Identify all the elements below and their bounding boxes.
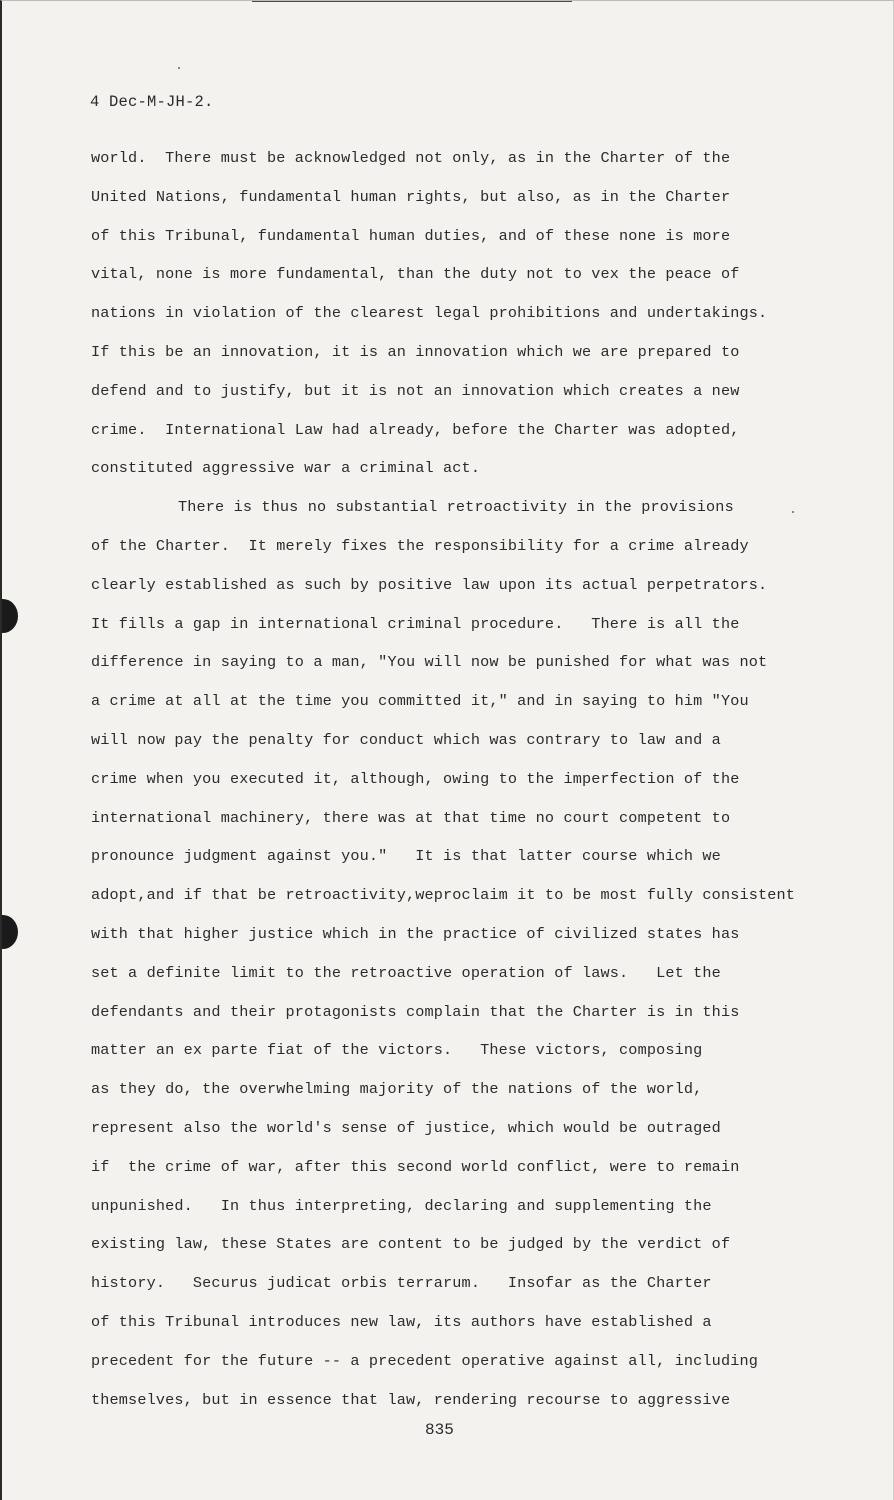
text-line: world. There must be acknowledged not only, as in the Charter of the: [91, 149, 731, 167]
text-line: nations in violation of the clearest legal prohibitions and undertakings.: [91, 304, 768, 323]
text-line: themselves, but in essence that law, rendering recourse to aggressive: [91, 1390, 731, 1409]
text-line: existing law, these States are content to be judged by the verdict of: [91, 1235, 731, 1254]
text-line: set a definite limit to the retroactive operation of laws. Let the: [91, 963, 721, 982]
text-line: vital, none is more fundamental, than the duty not to vex the peace of: [91, 265, 740, 284]
body-text: [91, 146, 811, 1426]
text-line: will now pay the penalty for conduct which was contrary to law and a: [91, 730, 721, 749]
text-line: if the crime of war, after this second world conflict, were to remain: [91, 1157, 740, 1176]
text-line: pronounce judgment against you." It is that latter course which we: [91, 847, 721, 866]
text-line: defendants and their protagonists complain that the Charter is in this: [91, 1002, 740, 1021]
text-line: unpunished. In thus interpreting, declaring and supplementing the: [91, 1196, 712, 1215]
punch-hole: [0, 915, 18, 949]
text-line: matter an ex parte fiat of the victors. These victors, composing: [91, 1041, 703, 1060]
text-line: of this Tribunal introduces new law, its authors have established a: [91, 1312, 712, 1331]
text-line: clearly established as such by positive law upon its actual perpetrators.: [91, 575, 768, 594]
text-line: a crime at all at the time you committed it," and in saying to him "You: [91, 692, 749, 711]
page-number: 835: [425, 1421, 454, 1439]
text-line: crime. International Law had already, before the Charter was adopted,: [91, 420, 740, 439]
punch-hole: [0, 599, 18, 633]
text-line: constituted aggressive war a criminal act.: [91, 459, 481, 478]
text-line: represent also the world's sense of justice, which would be outraged: [91, 1118, 721, 1137]
text-line: adopt,and if that be retroactivity,weproclaim it to be most fully consistent: [91, 886, 796, 905]
text-line: of this Tribunal, fundamental human duties, and of these none is more: [91, 226, 731, 245]
text-line: of the Charter. It merely fixes the responsibility for a crime already: [91, 536, 749, 555]
text-line: defend and to justify, but it is not an innovation which creates a new: [91, 381, 740, 400]
paper-speck: [178, 67, 180, 69]
text-line: international machinery, there was at that time no court competent to: [91, 808, 731, 827]
text-line: with that higher justice which in the practice of civilized states has: [91, 924, 740, 943]
top-edge-mark: [252, 0, 572, 2]
text-line: crime when you executed it, although, owing to the imperfection of the: [91, 769, 740, 788]
paragraph-start-line: There is thus no substantial retroactivity in the provisions: [178, 498, 734, 517]
text-line: It fills a gap in international criminal procedure. There is all the: [91, 614, 740, 633]
text-line: precedent for the future -- a precedent operative against all, including: [91, 1351, 759, 1370]
text-line: difference in saying to a man, "You will now be punished for what was not: [91, 653, 768, 672]
text-line: If this be an innovation, it is an innovation which we are prepared to: [91, 342, 740, 361]
text-line: history. Securus judicat orbis terrarum. Insofar as the Charter: [91, 1274, 712, 1293]
text-line: United Nations, fundamental human rights, but also, as in the Charter: [91, 187, 731, 206]
text-line: as they do, the overwhelming majority of the nations of the world,: [91, 1080, 703, 1099]
document-reference: 4 Dec-M-JH-2.: [90, 93, 214, 111]
